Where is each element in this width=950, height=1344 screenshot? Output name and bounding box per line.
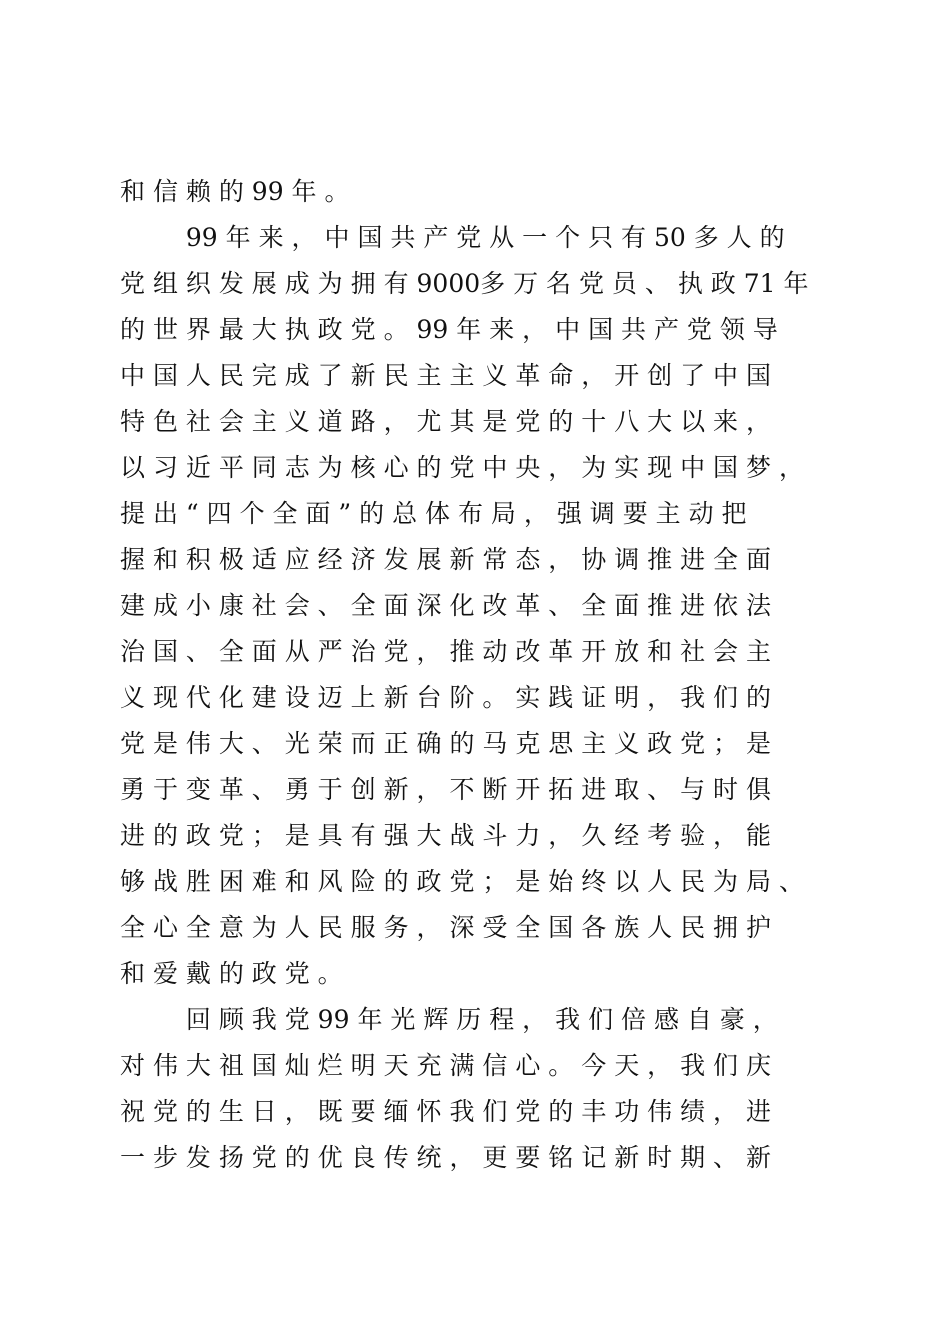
text-line: 一 步 发 扬 党 的 优 良 传 统 ， 更 要 铭 记 新 时 期 、 新: [120, 1143, 771, 1172]
text-line: 中 国 人 民 完 成 了 新 民 主 主 义 革 命 ， 开 创 了 中 国: [120, 361, 771, 390]
text-line: 义 现 代 化 建 设 迈 上 新 台 阶 。 实 践 证 明 ， 我 们 的: [120, 683, 771, 712]
text-line: 全 心 全 意 为 人 民 服 务 ， 深 受 全 国 各 族 人 民 拥 护: [120, 913, 771, 942]
text-line: 勇 于 变 革 、 勇 于 创 新 ， 不 断 开 拓 进 取 、 与 时 俱: [120, 775, 771, 804]
text-line: 的 世 界 最 大 执 政 党 。 99 年 来 ， 中 国 共 产 党 领 导: [120, 315, 778, 344]
text-line: 特 色 社 会 主 义 道 路 ， 尤 其 是 党 的 十 八 大 以 来 ，: [120, 407, 771, 436]
text-line: 建 成 小 康 社 会 、 全 面 深 化 改 革 、 全 面 推 进 依 法: [120, 591, 771, 620]
text-line: 握 和 积 极 适 应 经 济 发 展 新 常 态 ， 协 调 推 进 全 面: [120, 545, 771, 574]
text-line: 祝 党 的 生 日 ， 既 要 缅 怀 我 们 党 的 丰 功 伟 绩 ， 进: [120, 1097, 771, 1126]
text-line: 提 出 “ 四 个 全 面 ” 的 总 体 布 局 ， 强 调 要 主 动 把: [120, 499, 747, 528]
text-line: 99 年 来 ， 中 国 共 产 党 从 一 个 只 有 50 多 人 的: [120, 223, 785, 252]
text-line: 回 顾 我 党 99 年 光 辉 历 程 ， 我 们 倍 感 自 豪 ，: [120, 1005, 778, 1034]
text-line: 和 信 赖 的 99 年 。: [120, 177, 350, 206]
text-line: 够 战 胜 困 难 和 风 险 的 政 党 ； 是 始 终 以 人 民 为 局 、: [120, 867, 804, 896]
text-line: 以 习 近 平 同 志 为 核 心 的 党 中 央 ， 为 实 现 中 国 梦 ，: [120, 453, 804, 482]
text-line: 治 国 、 全 面 从 严 治 党 ， 推 动 改 革 开 放 和 社 会 主: [120, 637, 771, 666]
text-line: 党 是 伟 大 、 光 荣 而 正 确 的 马 克 思 主 义 政 党 ； 是: [120, 729, 771, 758]
text-line: 党 组 织 发 展 成 为 拥 有 9000多 万 名 党 员 、 执 政 71 年: [120, 269, 809, 298]
text-line: 进 的 政 党 ； 是 具 有 强 大 战 斗 力 ， 久 经 考 验 ， 能: [120, 821, 771, 850]
text-line: 和 爱 戴 的 政 党 。: [120, 959, 343, 988]
text-line: 对 伟 大 祖 国 灿 烂 明 天 充 满 信 心 。 今 天 ， 我 们 庆: [120, 1051, 771, 1080]
